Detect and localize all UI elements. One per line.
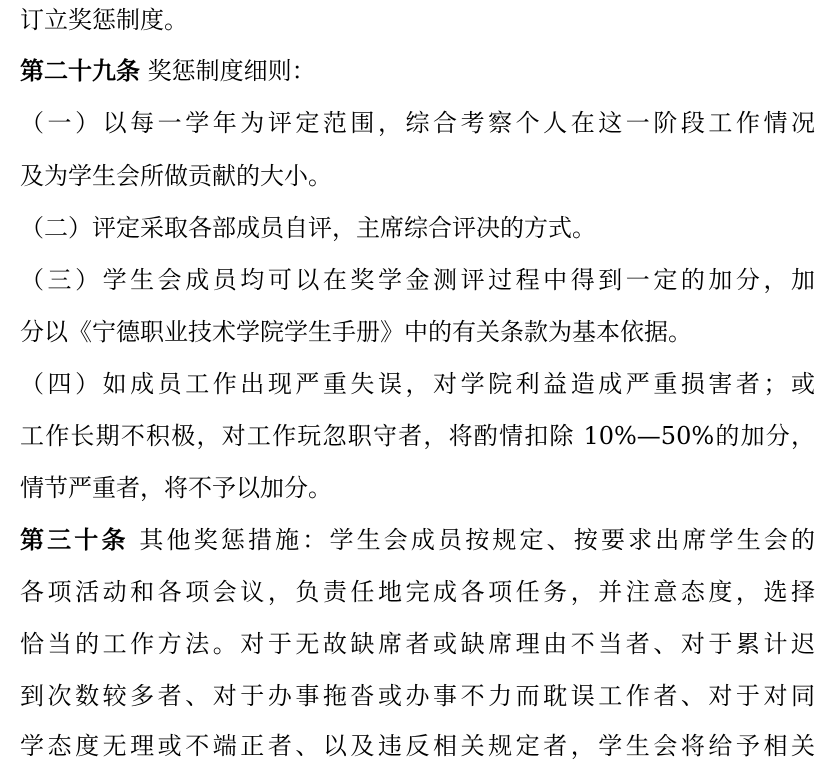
text-line: 学态度无理或不端正者、以及违反相关规定者，学生会将给予相关 bbox=[20, 732, 815, 760]
text-line: 工作长期不积极，对工作玩忽职守者，将酌情扣除 10%—50%的加分， bbox=[20, 422, 815, 450]
text-line: （四）如成员工作出现严重失误，对学院利益造成严重损害者；或 bbox=[20, 370, 815, 398]
text-line: （二）评定采取各部成员自评，主席综合评决的方式。 bbox=[20, 214, 596, 242]
text-line: 情节严重者，将不予以加分。 bbox=[20, 474, 332, 502]
text-line: 各项活动和各项会议，负责任地完成各项任务，并注意态度，选择 bbox=[20, 578, 815, 606]
article-29-heading: 第二十九条 bbox=[20, 56, 140, 85]
text-line: 到次数较多者、对于办事拖沓或办事不力而耽误工作者、对于对同 bbox=[20, 682, 815, 710]
text-line: 分以《宁德职业技术学院学生手册》中的有关条款为基本依据。 bbox=[20, 318, 692, 346]
text-line: （一）以每一学年为评定范围，综合考察个人在这一阶段工作情况 bbox=[20, 109, 815, 137]
article-29-line bbox=[20, 57, 316, 85]
text-line: 恰当的工作方法。对于无故缺席者或缺席理由不当者、对于累计迟 bbox=[20, 630, 815, 658]
text-line: （三）学生会成员均可以在奖学金测评过程中得到一定的加分，加 bbox=[20, 266, 815, 294]
article-30-heading: 第三十条 bbox=[20, 525, 129, 554]
article-30-line bbox=[20, 526, 815, 554]
text-line: 及为学生会所做贡献的大小。 bbox=[20, 162, 332, 190]
text-line: 订立奖惩制度。 bbox=[20, 6, 188, 34]
article-29-title: 奖惩制度细则： bbox=[140, 57, 316, 85]
article-30-text: 其他奖惩措施：学生会成员按规定、按要求出席学生会的 bbox=[128, 526, 815, 554]
